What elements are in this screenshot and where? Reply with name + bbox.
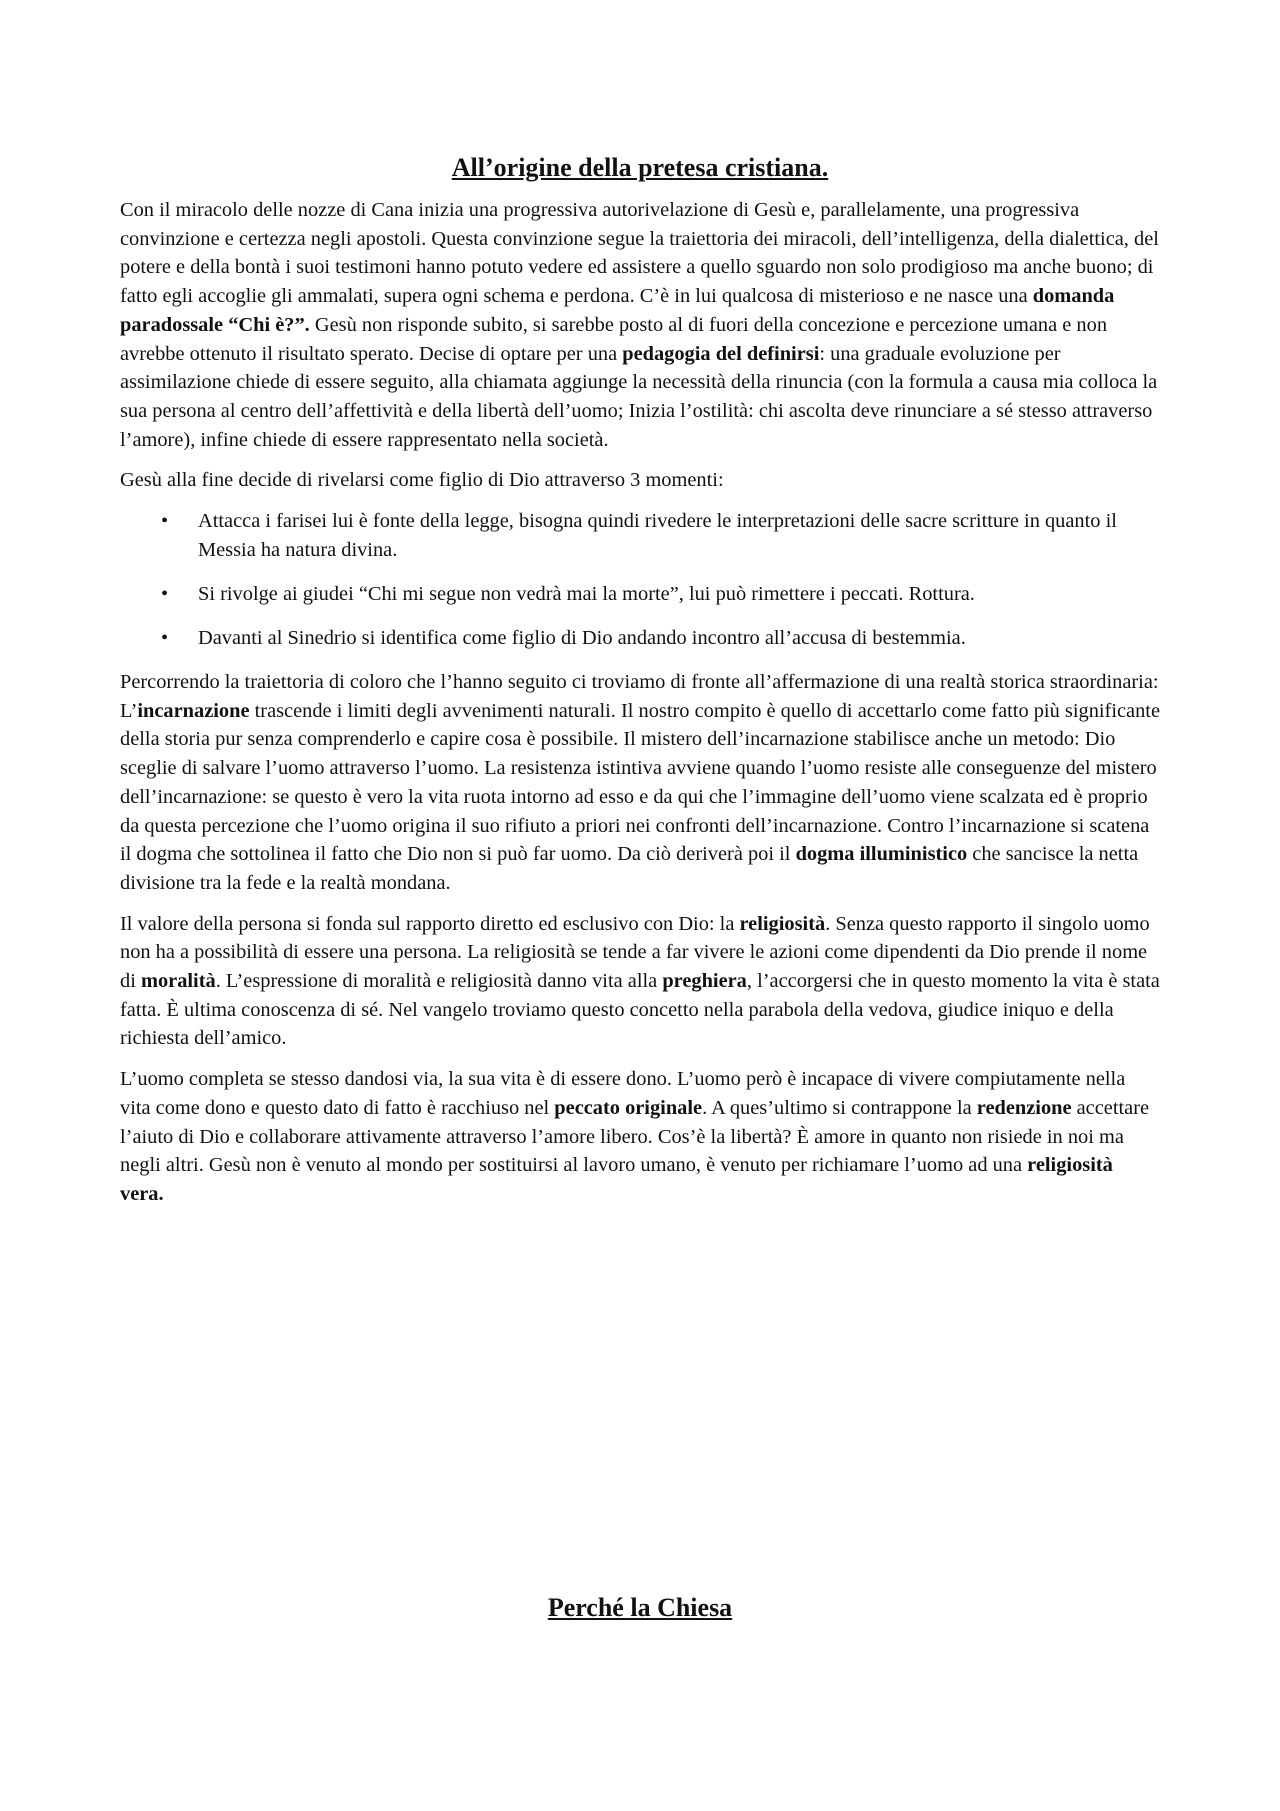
- text-run: . L’espressione di moralità e religiosità danno vita alla: [215, 970, 663, 993]
- bold-term: religiosità: [739, 912, 826, 935]
- text-run: L’uomo completa se stesso dandosi via, la sua vita è di essere dono. L’uomo però è incapace di vivere compiutamente nella vita come dono e questo dato di fatto è racchiuso nel: [120, 1068, 1126, 1119]
- text-run: che sancisce la netta divisione tra la fede e la realtà mondana.: [120, 843, 1139, 894]
- text-run: , l’accorgersi che in questo momento la vita è stata fatta. È ultima conoscenza di sé. Nel vangelo troviamo questo concetto nella parabola della vedova, giudice iniquo e della richiesta dell’amico.: [120, 970, 1160, 1050]
- bold-term: preghiera: [662, 970, 747, 993]
- text-run: Gesù non risponde subito, si sarebbe posto al di fuori della concezione e percezione umana e non avrebbe ottenuto il risultato sperato. Decise di optare per una: [120, 313, 1108, 365]
- bold-term: redenzione: [976, 1096, 1072, 1119]
- text-run: . A ques’ultimo si contrappone la: [702, 1096, 977, 1119]
- list-item-text: Attacca i farisei lui è fonte della legge, bisogna quindi rivedere le interpretazioni delle sacre scritture in quanto il Messia ha natura divina.: [198, 510, 1117, 562]
- list-item: [120, 507, 1160, 565]
- paragraph-incarnazione: [120, 668, 1160, 898]
- text-run: trascende i limiti degli avvenimenti naturali. Il nostro compito è quello di accettarlo come fatto più significante della storia pur senza comprenderlo e capire cosa è possibile. Il mistero dell’incarnazione stabilisce anche un metodo: Dio sceglie di salvare l’uomo attraverso l’uomo. La resistenza istintiva avviene quando l’uomo resiste alle conseguenze del mistero dell’incarnazione: se questo è vero la vita ruota intorno ad esso e da qui che l’immagine dell’uomo viene scalzata ed è proprio da questa percezione che l’uomo origina il suo rifiuto a priori nei confronti dell’incarnazione. Contro l’incarnazione si scatena il dogma che sottolinea il fatto che Dio non si può far uomo. Da ciò deriverà poi il: [120, 699, 1161, 866]
- paragraph-religiosita: [120, 910, 1160, 1054]
- paragraph-cana: [120, 196, 1160, 454]
- text-run: Il valore della persona si fonda sul rapporto diretto ed esclusivo con Dio: la: [120, 912, 740, 935]
- bold-term: dogma illuministico: [795, 843, 968, 866]
- bold-term: domanda paradossale “Chi è?”.: [120, 285, 1115, 336]
- text-run: . Senza questo rapporto il singolo uomo non ha a possibilità di essere una persona. La religiosità se tende a far vivere le azioni come dipendenti da Dio prende il nome di: [120, 912, 1150, 993]
- paragraph-dono: [120, 1065, 1160, 1209]
- text-run: accettare l’aiuto di Dio e collaborare attivamente attraverso l’amore libero. Cos’è la libertà? È amore in quanto non risiede in noi ma negli altri. Gesù non è venuto al mondo per sostituirsi al lavoro umano, è venuto per richiamare l’uomo ad una: [120, 1096, 1150, 1177]
- bullet-icon: •: [161, 510, 169, 533]
- bold-term: moralità: [140, 970, 216, 993]
- text-run: Percorrendo la traiettoria di coloro che l’hanno seguito ci troviamo di fronte all’affermazione di una realtà storica straordinaria: L’: [120, 671, 1159, 722]
- list-item: [120, 624, 1160, 653]
- document-page: [120, 150, 1160, 1221]
- bullet-icon: •: [161, 627, 169, 650]
- section-title-chiesa: Perché la Chiesa: [547, 1593, 733, 1622]
- bold-term: incarnazione: [137, 699, 250, 722]
- text-run: Con il miracolo delle nozze di Cana inizia una progressiva autorivelazione di Gesù e, parallelamente, una progressiva convinzione e certezza negli apostoli. Questa convinzione segue la traiettoria dei miracoli, dell’intelligenza, della dialettica, del potere e della bontà i suoi testimoni hanno potuto vedere ed assistere a quello sguardo non solo prodigioso ma anche buono; di fatto egli accoglie gli ammalati, supera ogni schema e perdona. C’è in lui qualcosa di misterioso e ne nasce una: [120, 199, 1159, 308]
- text-run: : una graduale evoluzione per assimilazione chiede di essere seguito, alla chiamata aggiunge la necessità della rinuncia (con la formula a causa mia colloca la sua persona al centro dell’affettività e della libertà dell’uomo; Inizia l’ostilità: chi ascolta deve rinunciare a sé stesso attraverso l’amore), infine chiede di essere rappresentato nella società.: [120, 342, 1158, 451]
- list-item-text: Si rivolge ai giudei “Chi mi segue non vedrà mai la morte”, lui può rimettere i peccati. Rottura.: [198, 583, 975, 606]
- bullet-icon: •: [161, 583, 169, 606]
- list-item: [120, 580, 1160, 609]
- list-item-text: Davanti al Sinedrio si identifica come figlio di Dio andando incontro all’accusa di bestemmia.: [198, 627, 966, 650]
- document-title: All’origine della pretesa cristiana.: [451, 153, 829, 182]
- paragraph-intro-moments: Gesù alla fine decide di rivelarsi come figlio di Dio attraverso 3 momenti:: [120, 469, 724, 492]
- moments-list: [120, 507, 1160, 653]
- bold-term: peccato originale: [554, 1096, 703, 1119]
- bold-term: religiosità vera.: [120, 1154, 1113, 1205]
- bold-term: pedagogia del definirsi: [622, 342, 820, 365]
